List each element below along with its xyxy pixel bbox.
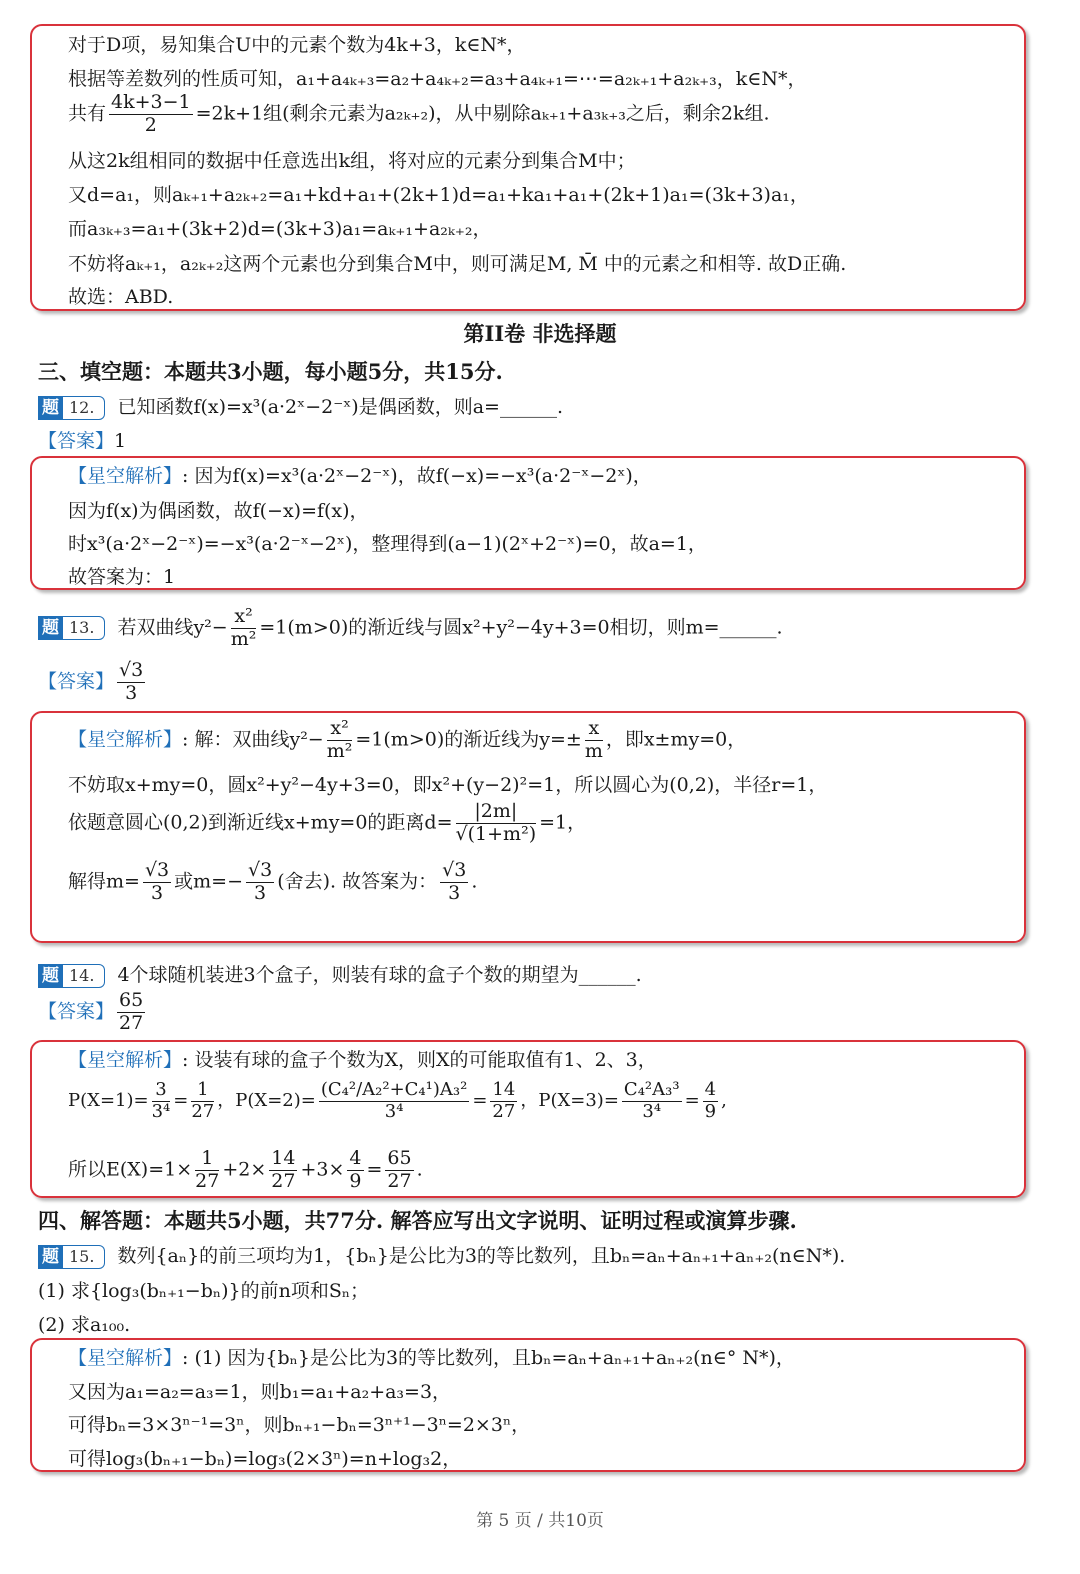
text-line: P(X=1)= $\frac{3}{\text{3⁴}}$ = $\frac{1}{27}$ ，P(X=2)= $\frac{\text{(C₄²/A₂²+C₄¹)A₃²}}{\text{3⁴}}$ = $\frac{14}{27}$ ，P(X=3)= $\frac{\text{C₄²A₃³}}{\text{3⁴}}$ = $\frac{4}{9}$ , [68,1079,727,1122]
fraction: $\frac{√3}{3}$ [119,659,144,704]
fraction: $\frac{\text{x²}}{\text{m²}}$ [230,605,257,650]
question-12 [38,392,563,420]
text-line: 故答案为：1 [68,566,176,588]
question-13: 题 13. 若双曲线y²− $\frac{\text{x²}}{\text{m²}}$ =1(m>0)的渐近线与圆x²+y²−4y+3=0相切，则m=______. [38,606,783,651]
text-line: 不妨取x+my=0，圆x²+y²−4y+3=0，即x²+(y−2)²=1，所以圆心为(0,2)，半径r=1， [68,774,828,796]
fraction: $\frac{65}{27}$ [119,989,144,1034]
text-line: 时x³(a·2ˣ−2⁻ˣ)=−x³(a·2⁻ˣ−2ˣ)，整理得到(a−1)(2ˣ+2⁻ˣ)=0，故a=1， [68,533,707,555]
text-line: 【星空解析】: 设装有球的盒子个数为X，则X的可能取值有1、2、3， [68,1049,657,1071]
question-tag: 题 [38,616,63,640]
text-line: 因为f(x)为偶函数，故f(−x)=f(x)， [68,500,369,522]
text-line: 【星空解析】: (1) 因为{bₙ}是公比为3的等比数列，且bₙ=aₙ+aₙ₊₁+aₙ₊₂(n∈° N*)， [68,1347,795,1369]
text-line: 故选：ABD. [68,286,174,308]
text: 共有 [68,102,107,125]
text-line: 【星空解析】: 因为f(x)=x³(a·2ˣ−2⁻ˣ)，故f(−x)=−x³(a·2⁻ˣ−2ˣ)， [68,465,652,487]
text-line: 从这2k组相同的数据中任意选出k组，将对应的元素分到集合M中； [68,150,636,172]
text-line: 依题意圆心(0,2)到渐近线x+my=0的距离d= $\frac{|2m|}{\text{√(1+m²)}}$ =1， [68,800,587,845]
text-line: 又因为a₁=a₂=a₃=1，则b₁=a₁+a₂+a₃=3， [68,1381,452,1403]
question-14: 题 14. 4个球随机装进3个盒子，则装有球的盒子个数的期望为______. [38,960,642,988]
text-line: 解得m= $\frac{√3}{3}$ 或m=− $\frac{√3}{3}$ (舍去). 故答案为： $\frac{√3}{3}$ . [68,859,478,904]
part4-heading: 四、解答题：本题共5小题，共77分. 解答应写出文字说明、证明过程或演算步骤. [38,1208,797,1233]
text-line: 而a₃ₖ₊₃=a₁+(3k+2)d=(3k+3)a₁=aₖ₊₁+a₂ₖ₊₂， [68,218,492,240]
question-number: 15. [63,1245,105,1269]
text-line [68,92,770,137]
answer-line: 【答案】 $\frac{√3}{3}$ [38,659,144,704]
text-line: 所以E(X)=1× $\frac{1}{27}$ +2× $\frac{14}{27}$ +3× $\frac{4}{9}$ = $\frac{65}{27}$ . [68,1147,423,1192]
sub-question: (2) 求a₁₀₀. [38,1314,131,1336]
text-line: 对于D项，易知集合U中的元素个数为4k+3，k∈N*， [68,34,526,56]
text-line: 根据等差数列的性质可知，a₁+a₄ₖ₊₃=a₂+a₄ₖ₊₂=a₃+a₄ₖ₊₁=⋯=a₂ₖ₊₁+a₂ₖ₊₃，k∈N*， [68,68,807,90]
answer-line: 【答案】 $\frac{65}{27}$ [38,989,144,1034]
question-tag: 题 [38,1245,63,1269]
section-title: 第II卷 非选择题 [463,321,617,346]
sub-question: (1) 求{log₃(bₙ₊₁−bₙ)}的前n项和Sₙ； [38,1280,370,1302]
text: =2k+1组(剩余元素为a₂ₖ₊₂)，从中剔除aₖ₊₁+a₃ₖ₊₃之后，剩余2k组. [195,102,770,125]
question-number: 13. [63,616,105,640]
question-number: 14. [63,964,105,988]
text-line: 可得bₙ=3×3ⁿ⁻¹=3ⁿ，则bₙ₊₁−bₙ=3ⁿ⁺¹−3ⁿ=2×3ⁿ， [68,1414,531,1436]
page-footer: 第 5 页 / 共10页 [476,1511,604,1531]
text-line: 【星空解析】: 解：双曲线y²− $\frac{\text{x²}}{\text{m²}}$ =1(m>0)的渐近线为y=± $\frac{x}{m}$ ，即x±my=0， [68,717,747,762]
text-line: 又d=a₁，则aₖ₊₁+a₂ₖ₊₂=a₁+kd+a₁+(2k+1)d=a₁+ka₁+a₁+(2k+1)a₁=(3k+3)a₁， [68,184,809,206]
text-line: 不妨将aₖ₊₁，a₂ₖ₊₂这两个元素也分到集合M中，则可满足M, M̄ 中的元素之和相等. 故D正确. [68,253,847,275]
part3-heading: 三、填空题：本题共3小题，每小题5分，共15分. [38,359,503,384]
fraction: $\frac{4k+3-1}{2}$ [111,91,191,136]
question-number: 12. [63,396,105,420]
question-tag: 题 [38,964,63,988]
question-text: 已知函数f(x)=x³(a·2ˣ−2⁻ˣ)是偶函数，则a=______. [117,396,563,418]
text-line: 可得log₃(bₙ₊₁−bₙ)=log₃(2×3ⁿ)=n+log₃2， [68,1448,462,1470]
question-tag: 题 [38,396,63,420]
answer-line: 【答案】1 [38,430,127,452]
question-15: 题 15. 数列{aₙ}的前三项均为1，{bₙ}是公比为3的等比数列，且bₙ=aₙ+aₙ₊₁+aₙ₊₂(n∈N*). [38,1241,845,1269]
